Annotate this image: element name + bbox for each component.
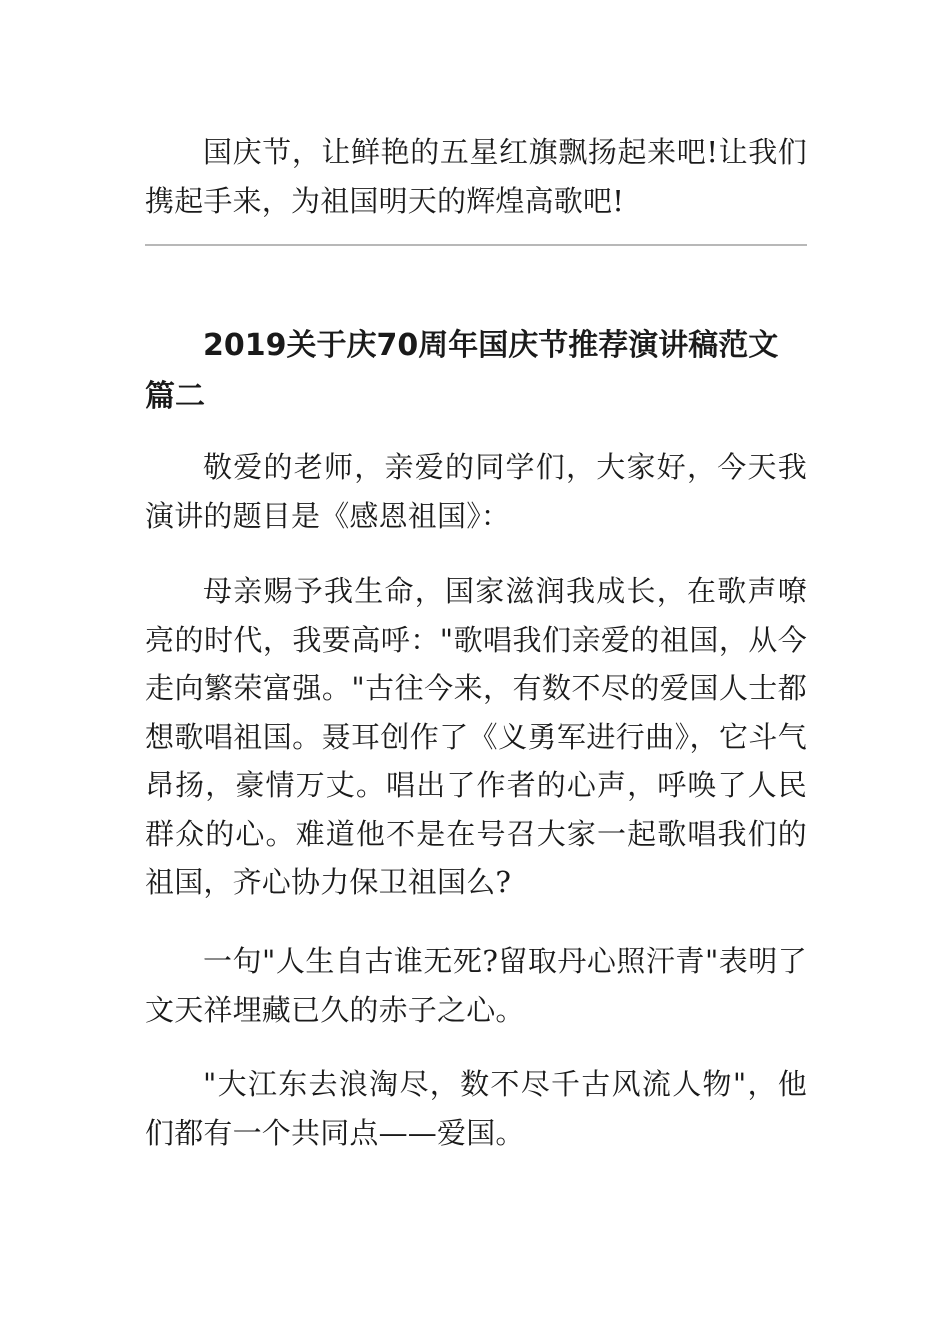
paragraph: 敬爱的老师，亲爱的同学们，大家好，今天我演讲的题目是《感恩祖国》：: [145, 450, 807, 533]
paragraph: 国庆节，让鲜艳的五星红旗飘扬起来吧!让我们携起手来，为祖国明天的辉煌高歌吧!: [145, 135, 807, 218]
paragraph: 母亲赐予我生命，国家滋润我成长，在歌声嘹亮的时代，我要高呼："歌唱我们亲爱的祖国，从今走向繁荣富强。"古往今来，有数不尽的爱国人士都想歌唱祖国。聂耳创作了《义勇军进行曲》，它斗气昂扬，豪情万丈。唱出了作者的心声，呼唤了人民群众的心。难道他不是在号召大家一起歌唱我们的祖国，齐心协力保卫祖国么?: [145, 574, 807, 899]
section-divider: [145, 244, 807, 246]
section-title: 2019关于庆70周年国庆节推荐演讲稿范文篇二: [145, 328, 779, 414]
paragraph: 一句"人生自古谁无死?留取丹心照汗青"表明了文天祥埋藏已久的赤子之心。: [145, 944, 807, 1027]
paragraph: "大江东去浪淘尽，数不尽千古风流人物"，他们都有一个共同点——爱国。: [145, 1067, 807, 1150]
